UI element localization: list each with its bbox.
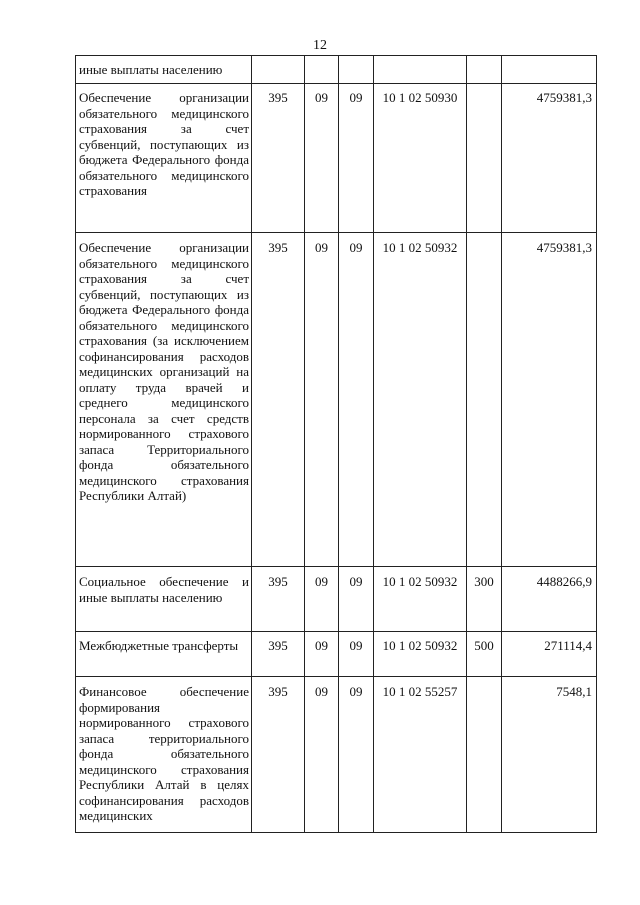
column-divider [501,56,502,832]
amount: 271114,4 [544,638,592,653]
amount: 7548,1 [556,684,592,699]
row-divider [76,232,596,233]
target-article-code: 10 1 02 50932 [382,574,458,589]
amount: 4759381,3 [536,240,592,255]
page-number: 12 [313,38,327,53]
row-divider [76,631,596,632]
table-row-description: иные выплаты населению [79,62,223,77]
amount: 4488266,9 [536,574,592,589]
column-divider [373,56,374,832]
row-divider [76,83,596,84]
expense-type-code: 300 [474,574,494,589]
row-divider [76,676,596,677]
expense-type-code: 500 [474,638,494,653]
subsection-code: 09 [349,574,363,589]
subsection-code: 09 [349,684,363,699]
table-row-description: Межбюджетные трансферты [79,638,239,653]
ministry-code: 395 [268,684,288,699]
column-divider [304,56,305,832]
column-divider [338,56,339,832]
target-article-code: 10 1 02 50932 [382,240,458,255]
section-code: 09 [315,638,328,653]
ministry-code: 395 [268,574,288,589]
table-row-description: Обеспечение организации обязательного медицинского страхования за счет субвенций, поступающих из бюджета Федерального фонда обязательного медицинского страхования (за исключением софинансирования расходов медицинских организаций на оплату труда врачей и среднего медицинского персонала за счет средств нормированного страхового запаса Территориального фонда обязательного медицинского страхования Республики Алтай) [79,240,249,503]
amount: 4759381,3 [536,90,592,105]
section-code: 09 [315,90,328,105]
budget-table [75,55,597,833]
target-article-code: 10 1 02 50932 [382,638,458,653]
subsection-code: 09 [349,90,363,105]
section-code: 09 [315,574,328,589]
column-divider [251,56,252,832]
section-code: 09 [315,240,328,255]
section-code: 09 [315,684,328,699]
subsection-code: 09 [349,638,363,653]
column-divider [466,56,467,832]
ministry-code: 395 [268,638,288,653]
table-row-description: Социальное обеспечение и иные выплаты населению [79,574,249,605]
target-article-code: 10 1 02 55257 [382,684,458,699]
table-row-description: Финансовое обеспечение формирования нормированного страхового запаса территориального фонда обязательного медицинского страхования Республики Алтай в целях софинансирования расходов медицинских [79,684,249,823]
row-divider [76,566,596,567]
ministry-code: 395 [268,90,288,105]
target-article-code: 10 1 02 50930 [382,90,458,105]
ministry-code: 395 [268,240,288,255]
subsection-code: 09 [349,240,363,255]
table-row-description: Обеспечение организации обязательного медицинского страхования за счет субвенций, поступающих из бюджета Федерального фонда обязательного медицинского страхования [79,90,249,198]
